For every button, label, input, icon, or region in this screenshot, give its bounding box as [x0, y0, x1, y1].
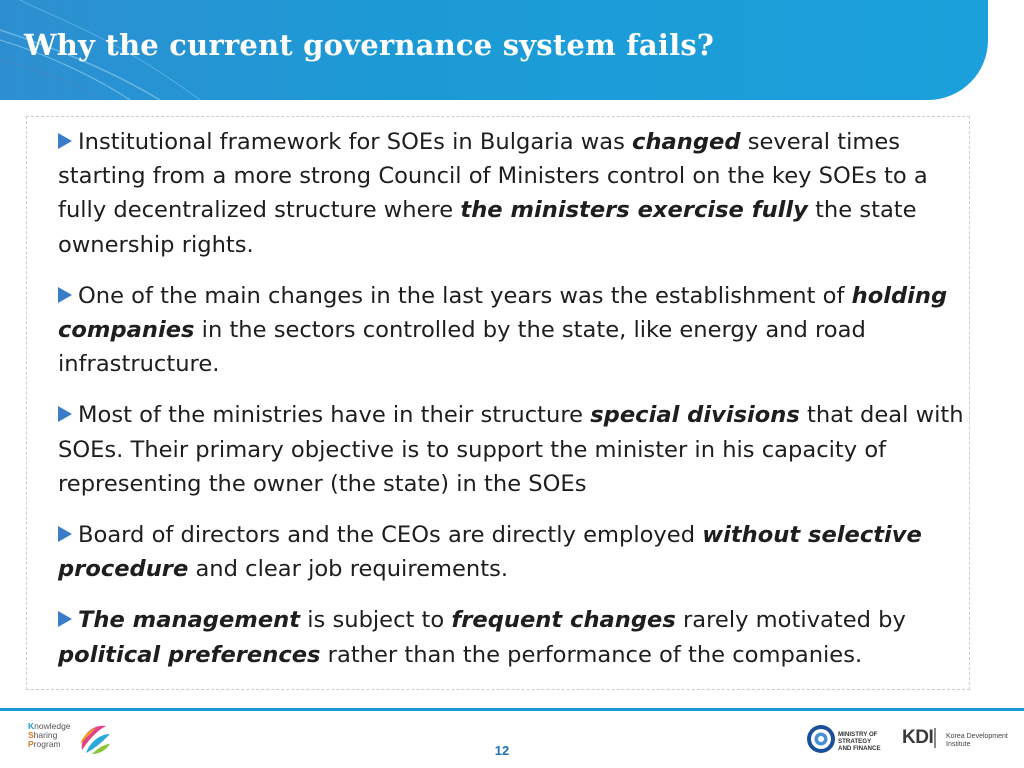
bullet-text: Institutional framework for SOEs in Bulgaria was — [78, 129, 633, 155]
emphasis-text: frequent changes — [451, 607, 676, 634]
emphasis-text: the ministers exercise fully — [460, 197, 808, 224]
bullet-text: is subject to — [300, 607, 452, 634]
ministry-line1: MINISTRY OF — [838, 731, 878, 738]
bullet-text: Most of the ministries have in their structure — [78, 402, 591, 429]
triangle-right-icon — [58, 287, 72, 303]
bullet-item — [58, 518, 968, 586]
ministry-line3: AND FINANCE — [838, 745, 881, 752]
bullet-text: the state ownership rights. — [58, 197, 917, 258]
bullet-text: and clear job requirements. — [188, 556, 509, 583]
footer-divider — [0, 708, 1024, 711]
ksp-logo-text: Knowledge Sharing Program — [28, 721, 71, 749]
bullet-text: in the sectors controlled by the state, like energy and road infrastructure. — [58, 317, 866, 378]
triangle-right-icon — [58, 526, 72, 542]
triangle-right-icon — [58, 406, 72, 422]
triangle-right-icon — [58, 133, 72, 149]
kdi-line2: Institute — [946, 741, 971, 748]
bullet-text: Board of directors and the CEOs are directly employed — [78, 522, 703, 549]
emphasis-text: changed — [632, 129, 741, 155]
emphasis-text: political preferences — [58, 641, 321, 668]
ksp-swirl-icon — [76, 720, 112, 756]
kdi-logo: KDI — [902, 727, 934, 748]
bullet-text: One of the main changes in the last years was the establishment of — [78, 282, 852, 309]
title-banner — [0, 0, 988, 100]
ksp-line3-rest: rogram — [33, 739, 61, 749]
emphasis-text: holding companies — [58, 282, 948, 344]
bullet-item — [58, 117, 968, 262]
page-number: 12 — [494, 743, 510, 758]
ksp-logo — [28, 718, 118, 758]
bullet-item — [58, 279, 968, 382]
emphasis-text: without selective procedure — [58, 522, 922, 583]
emphasis-text: special divisions — [590, 402, 800, 429]
ministry-name — [838, 731, 881, 752]
bullet-text: rather than the performance of the companies. — [320, 641, 863, 668]
ksp-line1-rest: nowledge — [34, 721, 71, 731]
content-panel — [26, 116, 970, 690]
triangle-right-icon — [58, 611, 72, 627]
kdi-name — [946, 733, 1008, 749]
bullet-text: several times starting from a more strong Council of Ministers control on the key SOEs to a fully decentralized structure where — [58, 129, 928, 224]
ministry-line2: STRATEGY — [838, 738, 872, 745]
ksp-line2-rest: haring — [33, 730, 58, 740]
bullet-item — [58, 398, 968, 501]
kdi-divider — [934, 728, 941, 748]
emphasis-text: The management — [78, 607, 301, 634]
slide-title: Why the current governance system fails? — [24, 28, 715, 62]
bullet-text: rarely motivated by — [675, 607, 906, 634]
kdi-line1: Korea Development — [946, 733, 1008, 740]
ministry-emblem-icon — [806, 724, 836, 754]
bullet-text: that deal with SOEs. Their primary objective is to support the minister in his capacity of representing the owner (the state) in the SOEs — [58, 402, 964, 497]
bullet-item — [58, 603, 968, 671]
bullet-list — [58, 117, 968, 689]
